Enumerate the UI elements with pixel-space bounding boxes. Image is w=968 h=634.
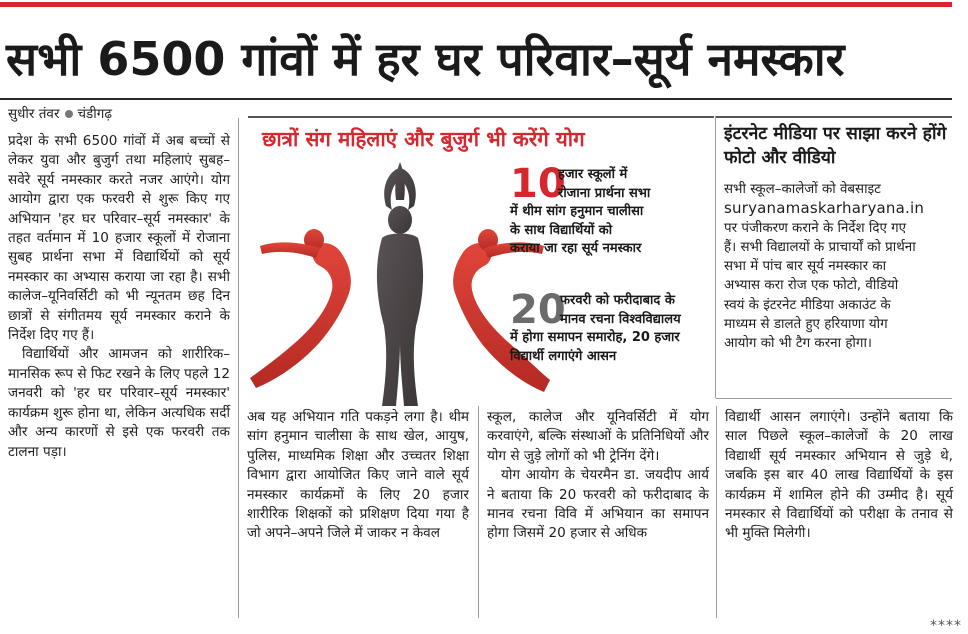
sidebar-bottom-rule	[716, 398, 952, 399]
sidebar-line: हैं। सभी विद्यालयों के प्राचार्यों को प्रार्थना	[724, 239, 916, 255]
fact-number: 20	[510, 287, 566, 333]
paragraph: स्कूल, कालेज और यूनिवर्सिटी में योग करवाएंगे, बल्कि संस्थाओं के प्रतिनिधियों और योग से जुड़े लोगों को भी ट्रेनिंग देंगे।	[487, 409, 709, 464]
fact-box-faridabad	[510, 287, 710, 366]
sidebar-line: स्वयं के इंटरनेट मीडिया अकाउंट के	[724, 297, 891, 313]
fact-line: के साथ विद्यार्थियों को	[510, 222, 613, 238]
paragraph: प्रदेश के सभी 6500 गांवों में अब बच्चों से लेकर युवा और बुजुर्ग तथा महिलाएं सुबह–सवेरे सूर्य नमस्कार करते नजर आएंगे। योग आयोग द्वारा एक फरवरी से शुरू किए गए अभियान 'हर घर परिवार–सूर्य नमस्कार' के तहत वर्तमान में 10 हजार स्कूलों में रोजाना सुबह प्रार्थना सभा में विद्यार्थियों को सूर्य नमस्कार का अभ्यास कराया जा रहा है। सभी कालेज–यूनिवर्सिटी को भी न्यूनतम छह दिन छात्रों से संगीतमय सूर्य नमस्कार कराने के निर्देश दिए गए हैं।	[8, 133, 230, 344]
column-divider	[238, 118, 239, 618]
sidebar-body	[724, 180, 950, 354]
paragraph: विद्यार्थी आसन लगाएंगे। उन्होंने बताया कि साल पिछले स्कूल–कालेजों के 20 लाख विद्यार्थी सूर्य नमस्कार अभियान से जुड़े थे, जबकि इस बार 40 लाख विद्यार्थियों के इस कार्यक्रम में शामिल होने की उम्मीद है। सूर्य नमस्कार से विद्यार्थियों को परीक्षा के तनाव से भी मुक्ति मिलेगी।	[725, 409, 953, 542]
fact-number: 10	[510, 161, 566, 207]
fact-line: कराया जा रहा सूर्य नमस्कार	[510, 241, 642, 256]
website-url: suryanamaskarharyana.in	[724, 199, 925, 218]
sidebar-line: पर पंजीकरण कराने के निर्देश दिए गए	[724, 220, 907, 236]
dateline-city: चंडीगढ़	[77, 106, 112, 122]
fact-line: रोजाना प्रार्थना सभा	[558, 185, 651, 201]
sidebar-line: माध्यम से डालते हुए हरियाणा योग	[724, 317, 888, 333]
article-column-4	[725, 408, 953, 544]
fact-line: विद्यार्थी लगाएंगे आसन	[510, 348, 617, 364]
fact-line: फरवरी को फरीदाबाद के	[560, 293, 675, 308]
article-column-1	[8, 132, 230, 462]
fact-box-schools	[510, 161, 710, 259]
center-standing-figure	[377, 162, 423, 406]
end-mark: ****	[930, 618, 962, 634]
fact-line: मानव रचना विश्वविद्यालय	[560, 311, 681, 327]
article-column-2	[247, 408, 469, 544]
sidebar-line: अभ्यास करा रोज एक फोटो, वीडियो	[724, 278, 899, 294]
bullet-icon	[65, 110, 73, 118]
left-yoga-pose-figure	[250, 229, 351, 388]
paragraph: विद्यार्थियों और आमजन को शारीरिक–मानसिक रूप से फिट रखने के लिए पहले 12 जनवरी को 'हर घर परिवार–सूर्य नमस्कार' कार्यक्रम शुरू होना था, लेकिन अत्यधिक सर्दी और अन्य कारणों से इसे एक फरवरी तक टालना पड़ा।	[8, 346, 230, 460]
headline-divider	[0, 98, 952, 100]
paragraph: योग आयोग के चेयरमैन डा. जयदीप आर्य ने बताया कि 20 फरवरी को फरीदाबाद के मानव रचना विवि में अभियान का समापन होगा जिसमें 20 हजार से अधिक	[487, 467, 709, 542]
column-divider	[716, 406, 717, 618]
paragraph: अब यह अभियान गति पकड़ने लगा है। थीम सांग हनुमान चालीसा के साथ खेल, आयुष, पुलिस, माध्यमिक शिक्षा और उच्चतर शिक्षा विभाग द्वारा आयोजित किए जाने वाले सूर्य नमस्कार कार्यक्रमों के लिए 20 हजार शारीरिक शिक्षकों को प्रशिक्षण दिया गया है जो अपने–अपने जिले में जाकर न केवल	[247, 409, 469, 542]
article-column-3	[487, 408, 709, 544]
headline: सभी 6500 गांवों में हर घर परिवार–सूर्य नमस्कार	[6, 32, 845, 86]
top-border	[0, 0, 968, 8]
yoga-figures-illustration	[250, 156, 550, 406]
fact-line: हजार स्कूलों में	[558, 167, 628, 182]
feature-title: छात्रों संग महिलाएं और बुजुर्ग भी करेंगे योग	[262, 127, 585, 151]
fact-line: में थीम सांग हनुमान चालीसा	[510, 204, 644, 219]
sidebar-top-rule	[716, 116, 952, 118]
author-name: सुधीर तंवर	[8, 106, 60, 122]
sidebar-title: इंटरनेट मीडिया पर साझा करने होंगे फोटो और वीडियो	[724, 124, 947, 168]
byline	[8, 104, 112, 124]
fact-line: में होगा समापन समारोह, 20 हजार	[510, 330, 680, 345]
feature-top-rule	[248, 116, 714, 118]
sidebar-line: आयोग को भी टैग करना होगा।	[724, 336, 872, 352]
sidebar-line: सभी स्कूल–कालेजों को वेबसाइट	[724, 182, 881, 197]
sidebar-line: सभा में पांच बार सूर्य नमस्कार का	[724, 259, 887, 275]
sidebar-divider	[715, 116, 716, 398]
column-divider	[478, 406, 479, 618]
